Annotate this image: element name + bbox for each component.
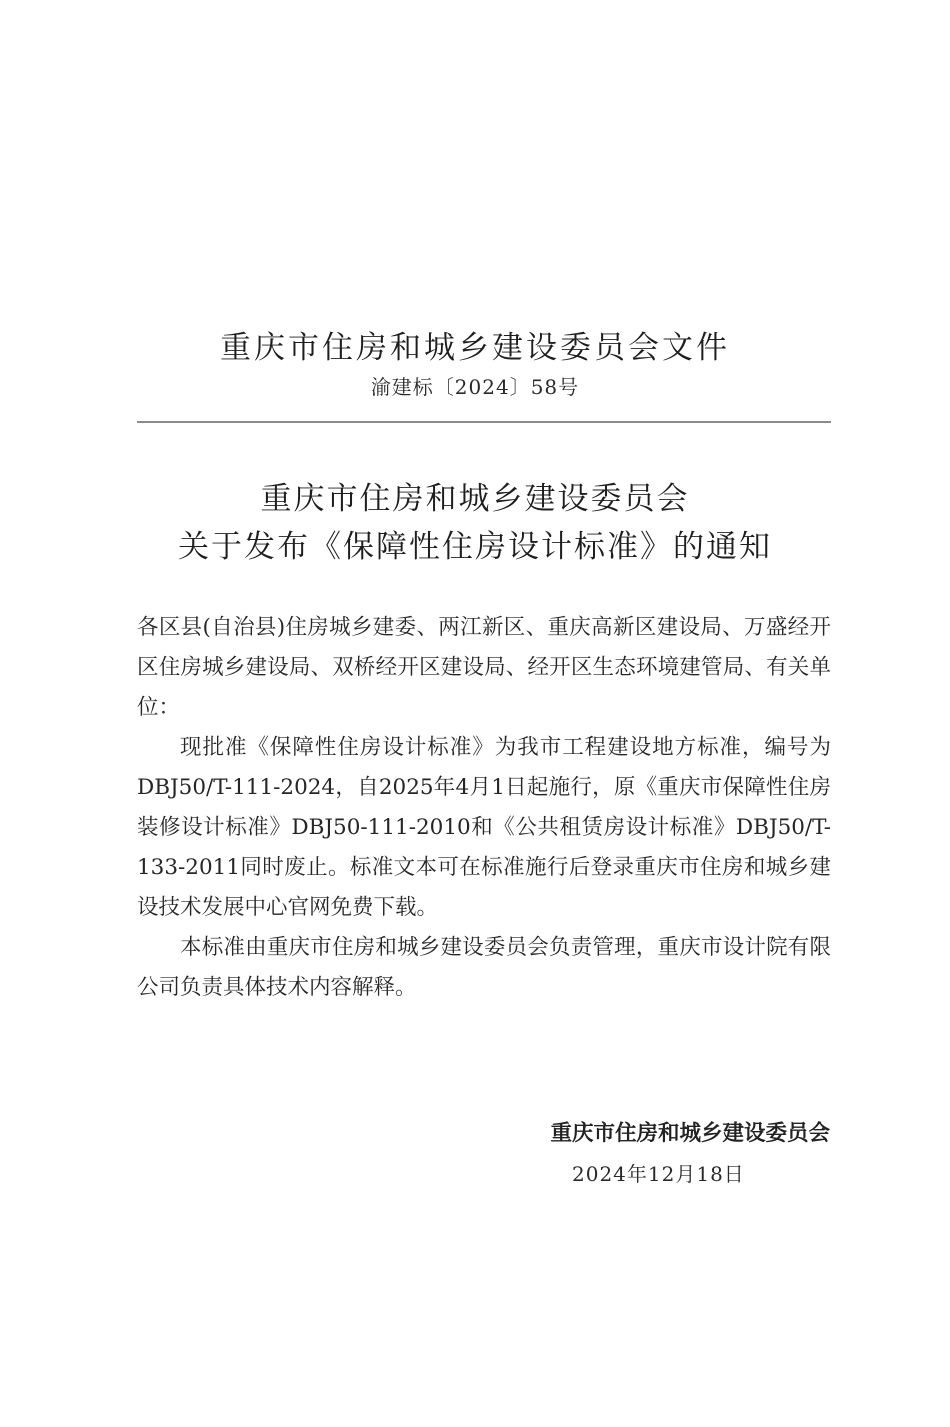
notice-title-line2: 关于发布《保障性住房设计标准》的通知 xyxy=(178,529,772,565)
signature-date: 2024年12月18日 xyxy=(572,1162,745,1186)
addressee-paragraph: 各区县(自治县)住房城乡建委、两江新区、重庆高新区建设局、万盛经开区住房城乡建设局、双桥经开区建设局、经开区生态环境建管局、有关单位： xyxy=(137,615,831,720)
body-paragraph-2: 本标准由重庆市住房和城乡建设委员会负责管理，重庆市设计院有限公司负责具体技术内容解释。 xyxy=(137,935,831,1000)
notice-body xyxy=(137,608,831,1008)
header-divider xyxy=(137,421,831,423)
signature-organization: 重庆市住房和城乡建设委员会 xyxy=(550,1121,830,1146)
body-paragraph-1: 现批准《保障性住房设计标准》为我市工程建设地方标准，编号为DBJ50/T-111-2024，自2025年4月1日起施行，原《重庆市保障性住房装修设计标准》DBJ50-111-2010和《公共租赁房设计标准》DBJ50/T-133-2011同时废止。标准文本可在标准施行后登录重庆市住房和城乡建设技术发展中心官网免费下载。 xyxy=(137,735,831,920)
notice-title-line1: 重庆市住房和城乡建设委员会 xyxy=(260,481,690,517)
issuer-header-title: 重庆市住房和城乡建设委员会文件 xyxy=(220,330,730,366)
document-number: 渝建标〔2024〕58号 xyxy=(370,375,580,399)
